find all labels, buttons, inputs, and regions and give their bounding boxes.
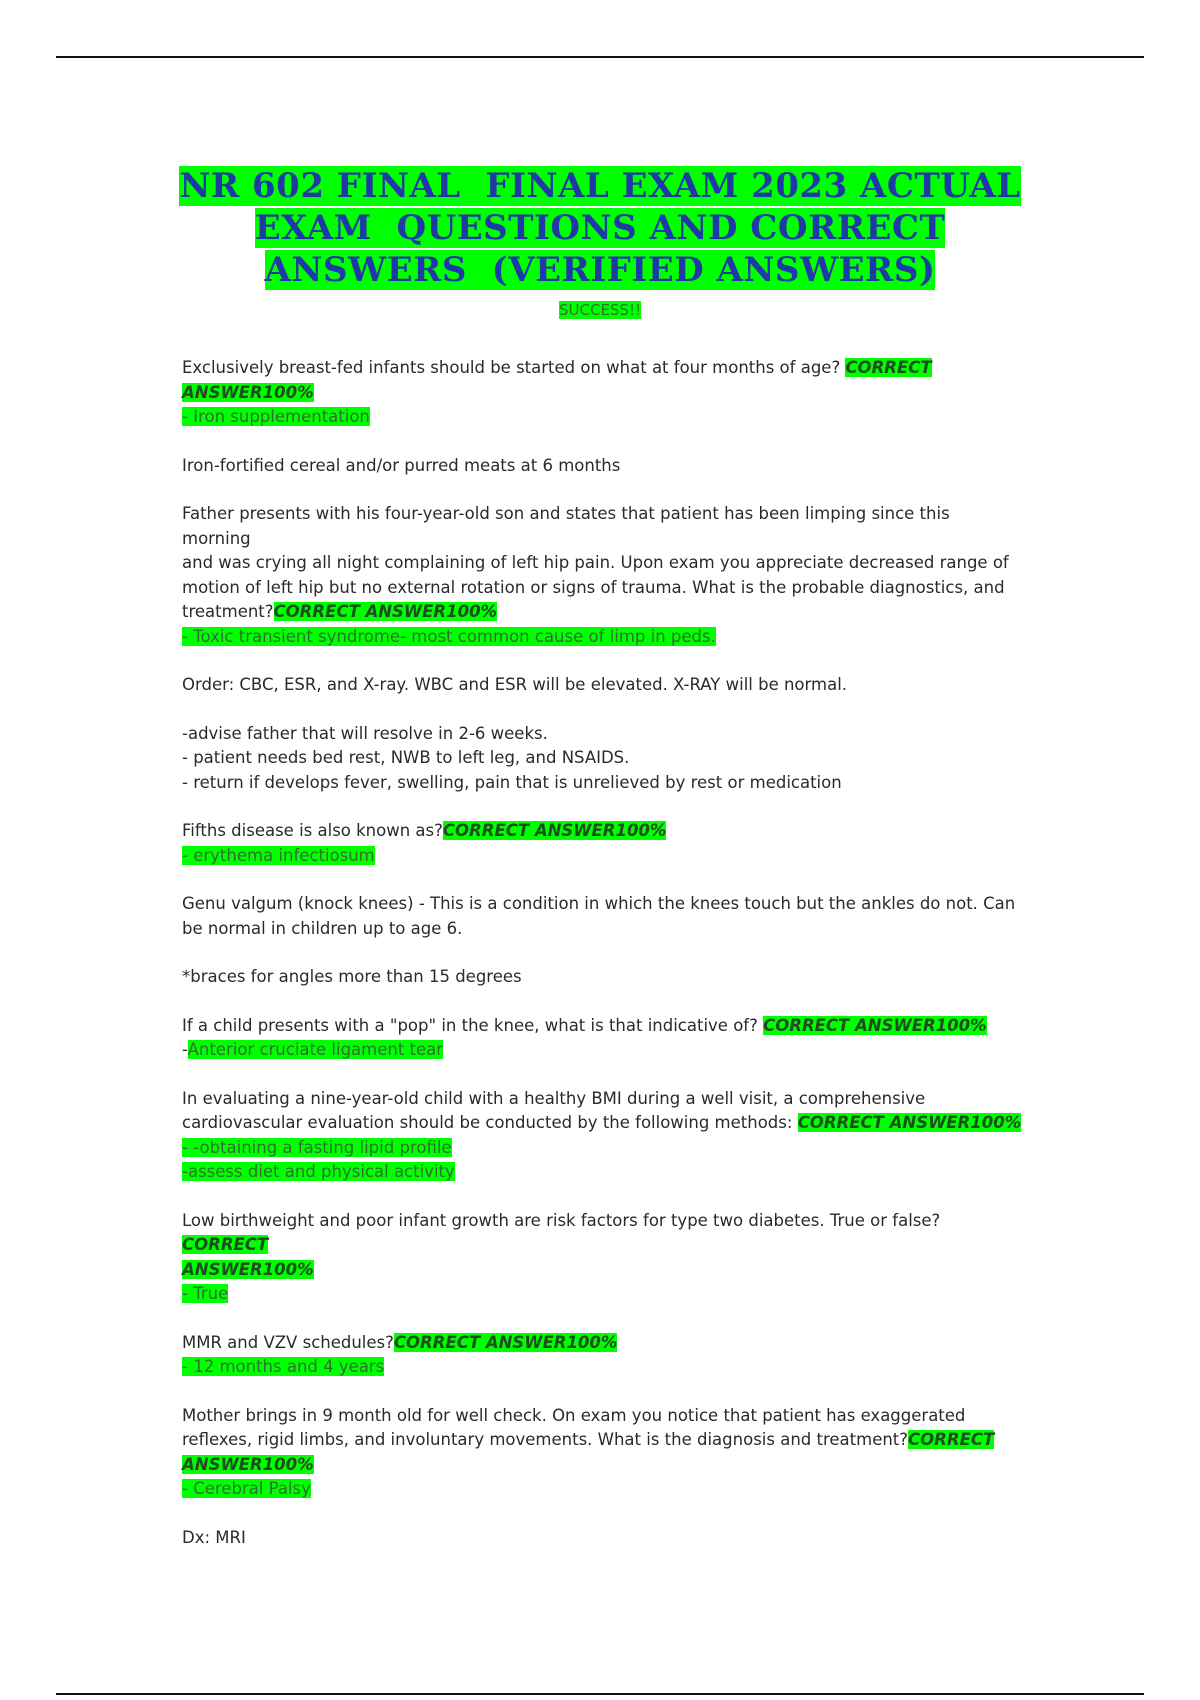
answer-text: -assess diet and physical activity bbox=[182, 1162, 455, 1181]
paragraph bbox=[182, 892, 1022, 941]
correct-answer-marker: CORRECT ANSWER100% bbox=[273, 602, 498, 621]
paragraph-text: Dx: MRI bbox=[182, 1527, 246, 1547]
title-line-1: NR 602 FINAL FINAL EXAM 2023 ACTUAL bbox=[179, 166, 1021, 206]
question-line: In evaluating a nine-year-old child with a healthy BMI during a well visit, a comprehensive bbox=[182, 1088, 926, 1108]
question-block bbox=[182, 1331, 1022, 1380]
subtitle: SUCCESS!! bbox=[559, 301, 641, 319]
correct-answer-marker: CORRECT ANSWER100% bbox=[797, 1113, 1022, 1132]
question-block bbox=[182, 1404, 1022, 1502]
answer-text: - erythema infectiosum bbox=[182, 845, 375, 865]
paragraph bbox=[182, 965, 1022, 990]
paragraph-text: Iron-fortified cereal and/or purred meats at 6 months bbox=[182, 455, 621, 475]
question-text: Exclusively breast-fed infants should be started on what at four months of age? bbox=[182, 358, 846, 377]
document-body bbox=[182, 356, 1022, 1574]
paragraph bbox=[182, 1526, 1022, 1551]
question-block bbox=[182, 502, 1022, 649]
question-block bbox=[182, 1087, 1022, 1185]
advice-item: - return if develops fever, swelling, pain that is unrelieved by rest or medication bbox=[182, 772, 842, 792]
question-block bbox=[182, 819, 1022, 868]
advice-item: -advise father that will resolve in 2-6 weeks. bbox=[182, 723, 548, 743]
question-text: cardiovascular evaluation should be conducted by the following methods: bbox=[182, 1113, 798, 1132]
correct-answer-marker: ANSWER100% bbox=[182, 1259, 314, 1279]
correct-answer-marker: CORRECT bbox=[908, 1430, 995, 1449]
question-block bbox=[182, 356, 1022, 430]
question-text: MMR and VZV schedules? bbox=[182, 1332, 394, 1352]
correct-answer-marker: CORRECT ANSWER100% bbox=[442, 821, 667, 840]
correct-answer-marker: ANSWER100% bbox=[182, 382, 314, 402]
question-text: treatment? bbox=[182, 602, 274, 621]
paragraph-line: Genu valgum (knock knees) - This is a condition in which the knees touch but the ankles do not. Can bbox=[182, 894, 1016, 913]
paragraph-line: be normal in children up to age 6. bbox=[182, 918, 463, 938]
question-line: Mother brings in 9 month old for well check. On exam you notice that patient has exaggerated bbox=[182, 1405, 966, 1425]
title-line-3: ANSWERS (VERIFIED ANSWERS) bbox=[264, 250, 936, 290]
header-rule bbox=[56, 56, 1144, 58]
paragraph-text: Order: CBC, ESR, and X-ray. WBC and ESR will be elevated. X-RAY will be normal. bbox=[182, 675, 848, 694]
question-line: Father presents with his four-year-old son and states that patient has been limping since this morning bbox=[182, 504, 950, 548]
answer-text: - Cerebral Palsy bbox=[182, 1479, 311, 1498]
correct-answer-marker: CORRECT ANSWER100% bbox=[763, 1015, 987, 1035]
correct-answer-marker: ANSWER100% bbox=[182, 1454, 314, 1474]
paragraph-text: *braces for angles more than 15 degrees bbox=[182, 967, 522, 986]
answer-text: - True bbox=[182, 1284, 229, 1303]
title-line-2: EXAM QUESTIONS AND CORRECT bbox=[254, 208, 946, 248]
document-title bbox=[0, 168, 1200, 322]
answer-text: - Iron supplementation bbox=[182, 407, 370, 426]
question-block bbox=[182, 1209, 1022, 1307]
question-text: If a child presents with a "pop" in the knee, what is that indicative of? bbox=[182, 1015, 764, 1035]
question-text: Low birthweight and poor infant growth are risk factors for type two diabetes. True or false? bbox=[182, 1210, 941, 1230]
paragraph bbox=[182, 673, 1022, 698]
correct-answer-marker: CORRECT bbox=[845, 358, 932, 377]
advice-list bbox=[182, 722, 1022, 796]
footer-rule bbox=[56, 1693, 1144, 1695]
question-line: motion of left hip but no external rotation or signs of trauma. What is the probable diagnostics, and bbox=[182, 577, 1005, 597]
answer-text: - 12 months and 4 years bbox=[182, 1357, 385, 1376]
correct-answer-marker: CORRECT bbox=[182, 1235, 269, 1254]
question-text: reflexes, rigid limbs, and involuntary movements. What is the diagnosis and treatment? bbox=[182, 1430, 909, 1449]
advice-item: - patient needs bed rest, NWB to left leg, and NSAIDS. bbox=[182, 748, 630, 767]
answer-text: - Toxic transient syndrome- most common cause of limp in peds. bbox=[182, 626, 716, 646]
answer-text: - -obtaining a fasting lipid profile bbox=[182, 1137, 452, 1157]
correct-answer-marker: CORRECT ANSWER100% bbox=[393, 1332, 618, 1352]
question-text: Fifths disease is also known as? bbox=[182, 821, 443, 840]
answer-text: Anterior cruciate ligament tear bbox=[187, 1040, 444, 1059]
answer-prefix: - bbox=[182, 1040, 188, 1059]
question-line: and was crying all night complaining of left hip pain. Upon exam you appreciate decreased range of bbox=[182, 553, 1009, 572]
paragraph bbox=[182, 454, 1022, 479]
question-block bbox=[182, 1014, 1022, 1063]
